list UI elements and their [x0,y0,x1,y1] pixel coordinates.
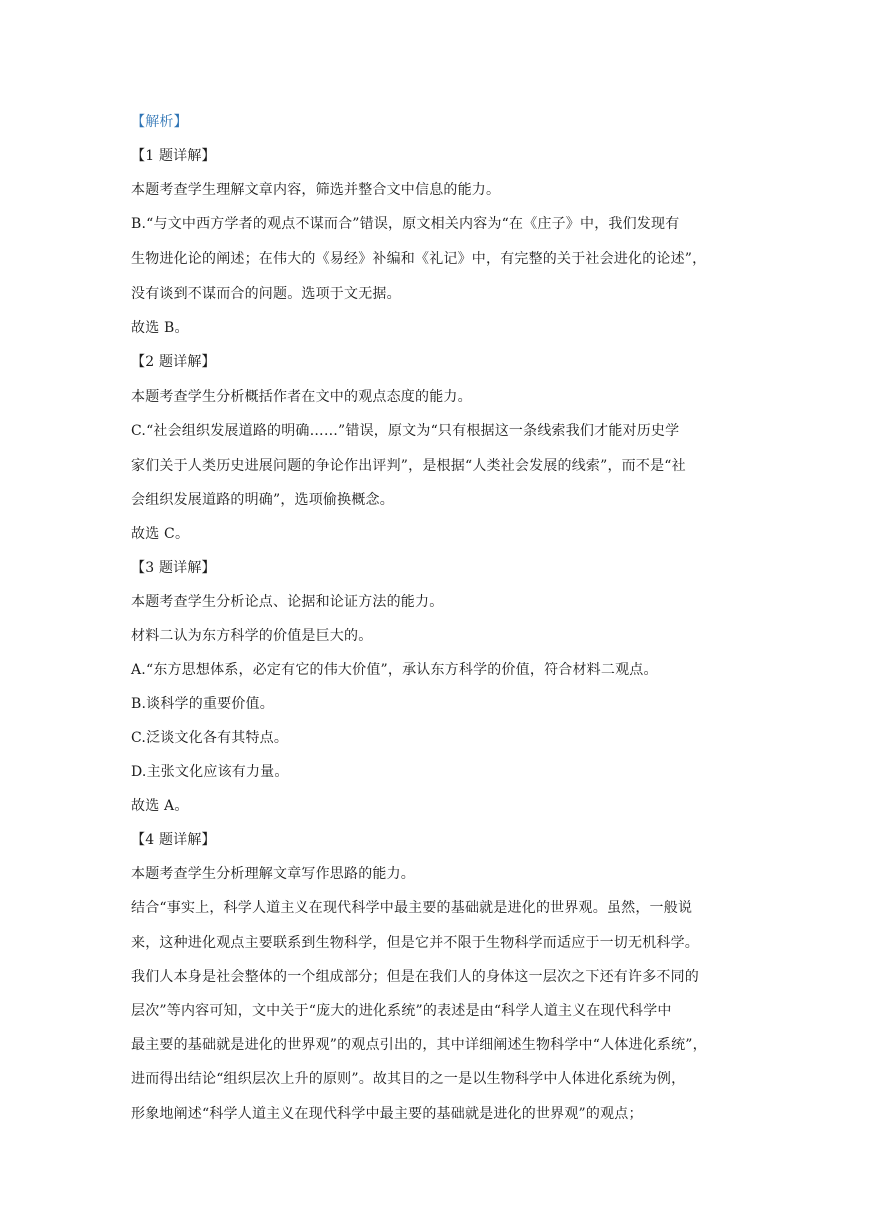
section-3-option-c: C.泛谈文化各有其特点。 [131,730,289,746]
section-1-line-4: 没有谈到不谋而合的问题。选项于文无据。 [131,286,401,302]
section-4-line-6: 最主要的基础就是进化的世界观”的观点引出的，其中详细阐述生物科学中“人体进化系统”， [131,1037,707,1053]
section-3-option-d: D.主张文化应该有力量。 [131,764,289,780]
section-4-line-1: 本题考查学生分析理解文章写作思路的能力。 [131,866,415,882]
section-4-line-5: 层次”等内容可知，文中关于“庞大的进化系统”的表述是由“科学人道主义在现代科学中 [131,1003,672,1019]
section-1-line-2: B.“与文中西方学者的观点不谋而合”错误，原文相关内容为“在《庄子》中，我们发现有 [131,216,680,232]
section-3-option-b: B.谈科学的重要价值。 [131,696,274,712]
section-3-answer: 故选 A。 [131,798,189,814]
section-2-line-2: C.“社会组织发展道路的明确……”错误，原文为“只有根据这一条线索我们才能对历史学 [131,423,680,439]
section-4-line-4: 我们人本身是社会整体的一个组成部分；但是在我们人的身体这一层次之下还有许多不同的 [131,969,699,985]
section-1-line-1: 本题考查学生理解文章内容，筛选并整合文中信息的能力。 [131,182,501,198]
section-1-answer: 故选 B。 [131,320,189,336]
section-2-line-3: 家们关于人类历史进展问题的争论作出评判”，是根据“人类社会发展的线索”，而不是“社 [131,458,686,474]
section-2-line-4: 会组织发展道路的明确”，选项偷换概念。 [131,492,394,508]
section-1-line-3: 生物进化论的阐述；在伟大的《易经》补编和《礼记》中，有完整的关于社会进化的论述”， [131,251,707,267]
section-2-line-1: 本题考查学生分析概括作者在文中的观点态度的能力。 [131,389,472,405]
section-4-line-3: 来，这种进化观点主要联系到生物科学，但是它并不限于生物科学而适应于一切无机科学。 [131,935,699,951]
section-1-title: 【1 题详解】 [131,148,216,164]
section-4-line-8: 形象地阐述“科学人道主义在现代科学中最主要的基础就是进化的世界观”的观点； [131,1106,643,1122]
section-4-title: 【4 题详解】 [131,832,216,848]
section-3-line-2: 材料二认为东方科学的价值是巨大的。 [131,628,373,644]
section-2-answer: 故选 C。 [131,526,190,542]
section-4-line-2: 结合“事实上，科学人道主义在现代科学中最主要的基础就是进化的世界观。虽然，一般说 [131,900,693,916]
analysis-header: 【解析】 [131,114,188,130]
section-4-line-7: 进而得出结论“组织层次上升的原则”。故其目的之一是以生物科学中人体进化系统为例， [131,1071,686,1087]
section-3-title: 【3 题详解】 [131,560,216,576]
section-3-option-a: A.“东方思想体系，必定有它的伟大价值”，承认东方科学的价值，符合材料二观点。 [131,662,658,678]
section-3-line-1: 本题考查学生分析论点、论据和论证方法的能力。 [131,594,444,610]
section-2-title: 【2 题详解】 [131,354,216,370]
